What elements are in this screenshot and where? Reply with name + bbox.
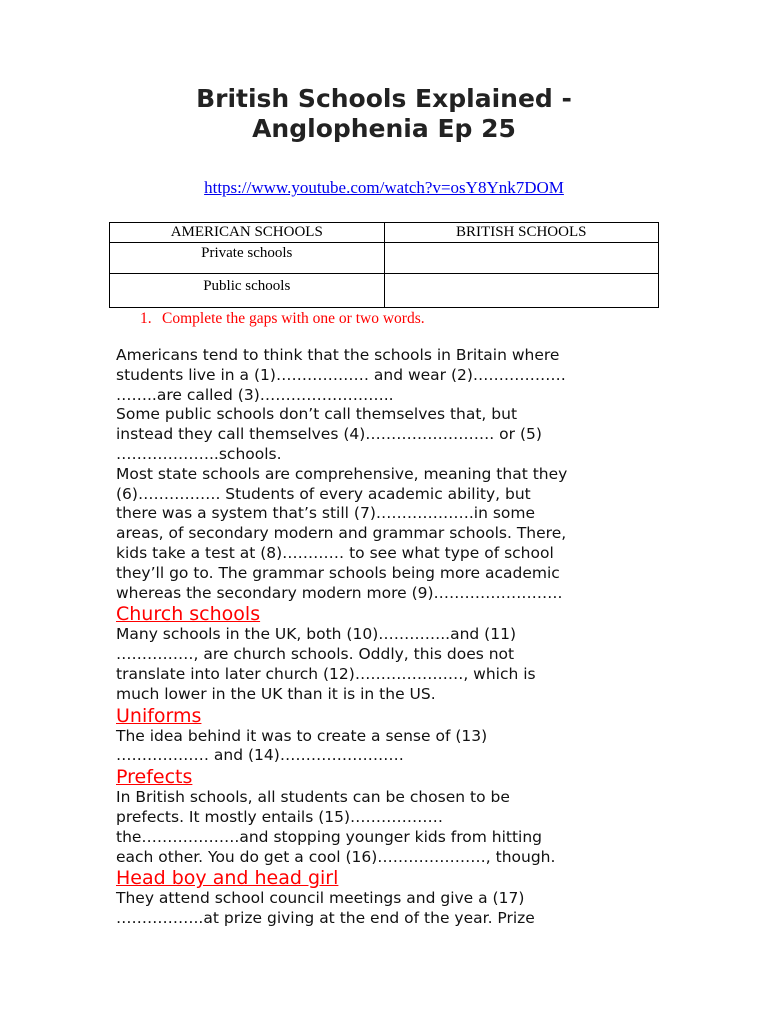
task-text: Complete the gaps with one or two words.	[162, 310, 425, 327]
video-link[interactable]: https://www.youtube.com/watch?v=osY8Ynk7DOM	[204, 178, 564, 197]
table-row	[110, 274, 659, 308]
heading-head-boy-girl: Head boy and head girl	[116, 867, 339, 890]
header-american-schools: AMERICAN SCHOOLS	[110, 223, 385, 243]
intro-paragraph: Americans tend to think that the schools in Britain where students live in a (1)……………… and wear (2)……………… ……..are called (3)…………………….. Some public schools don’t call themselves that, but instead they call themselves (4)……………………. or (5) ………………..schools. Most state schools are comprehensive, meaning that they (6)……………. Students of every academic ability, but there was a system that’s still (7)……………….in some areas, of secondary modern and grammar schools. There, kids take a test at (8)………… to see what type of school they’ll go to. The grammar schools being more academic whereas the secondary modern more (9)…………………….	[116, 346, 568, 602]
title-line-1: British Schools Explained -	[196, 84, 572, 113]
table-header-row	[110, 223, 659, 243]
heading-uniforms: Uniforms	[116, 704, 202, 727]
heading-church-schools: Church schools	[116, 603, 261, 626]
cell-public-schools: Public schools	[110, 274, 385, 308]
uniforms-paragraph: The idea behind it was to create a sense of (13) ……………… and (14)……………………	[116, 726, 488, 765]
prefects-paragraph: In British schools, all students can be chosen to be prefects. It mostly entails (15)……………… the……………….and stopping younger kids from hitting each other. You do get a cool (16)…………………, though.	[116, 788, 556, 866]
heading-prefects: Prefects	[116, 766, 193, 789]
header-british-schools: BRITISH SCHOOLS	[384, 223, 659, 243]
cell-british-private-answer[interactable]	[384, 243, 659, 274]
head-boy-girl-paragraph: They attend school council meetings and give a (17) ……………..at prize giving at the end of the year. Prize	[116, 889, 535, 928]
document-title	[0, 84, 768, 144]
title-line-2: Anglophenia Ep 25	[252, 114, 516, 143]
task-instruction	[140, 309, 425, 329]
gap-fill-text	[116, 346, 676, 929]
cell-private-schools: Private schools	[110, 243, 385, 274]
cell-british-public-answer[interactable]	[384, 274, 659, 308]
task-number: 1.	[140, 310, 152, 327]
comparison-table	[109, 222, 659, 308]
table-row	[110, 243, 659, 274]
church-schools-paragraph: Many schools in the UK, both (10)…………..and (11) ……………, are church schools. Oddly, this does not translate into later church (12)…………………, which is much lower in the UK than it is in the US.	[116, 625, 536, 703]
